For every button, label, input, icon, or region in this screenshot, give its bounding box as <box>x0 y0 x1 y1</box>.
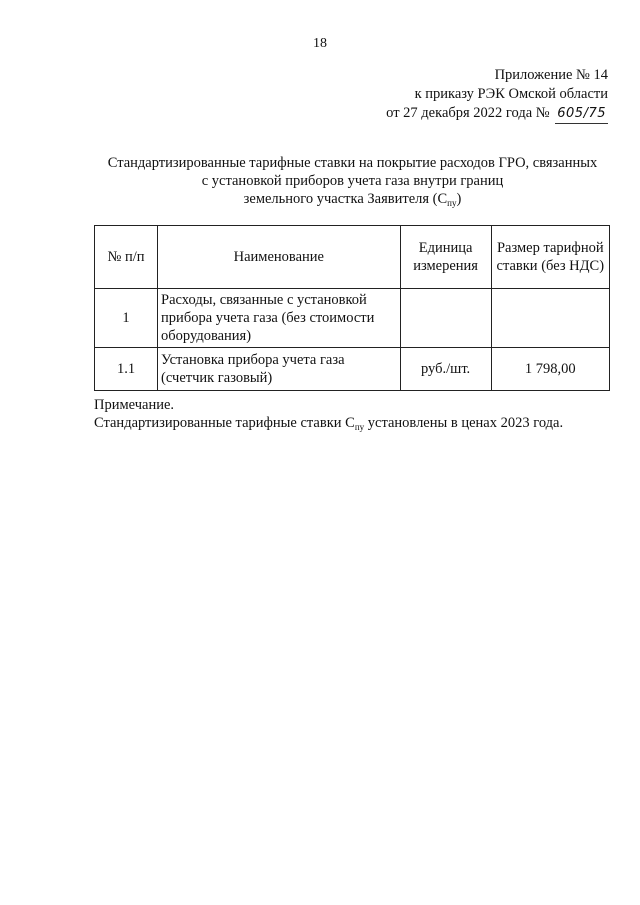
header-num: № п/п <box>95 226 158 289</box>
row-num: 1.1 <box>95 348 158 391</box>
appendix-title: Приложение № 14 <box>494 67 608 83</box>
row-unit: руб./шт. <box>400 348 491 391</box>
header-unit: Единица измерения <box>400 226 491 289</box>
note-label: Примечание. <box>94 397 175 413</box>
title-line-3 <box>90 190 615 212</box>
row-name: Установка прибора учета газа (счетчик газовый) <box>158 348 401 391</box>
row-rate: 1 798,00 <box>491 348 609 391</box>
row-num: 1 <box>95 289 158 348</box>
title-line-3-text: земельного участка Заявителя (С <box>243 191 448 207</box>
note-text-suffix: установлены в ценах 2023 года. <box>364 415 564 431</box>
title-line-1: Стандартизированные тарифные ставки на покрытие расходов ГРО, связанных <box>107 155 598 171</box>
note-text <box>94 414 563 436</box>
document-title <box>90 154 615 212</box>
note-text-prefix: Стандартизированные тарифные ставки С <box>94 415 355 431</box>
table-row <box>95 348 610 391</box>
header-name: Наименование <box>158 226 401 289</box>
note-subscript: пу <box>354 422 365 432</box>
title-line-3-close: ) <box>456 191 462 207</box>
table-row <box>95 289 610 348</box>
appendix-order-date <box>386 104 608 124</box>
row-rate <box>491 289 609 348</box>
handwritten-order-number: 605/75 <box>555 104 608 124</box>
header-rate: Размер тарифной ставки (без НДС) <box>491 226 609 289</box>
appendix-order-reference: к приказу РЭК Омской области <box>414 86 608 102</box>
tariff-table <box>94 225 610 391</box>
page-number: 18 <box>313 36 327 51</box>
row-unit <box>400 289 491 348</box>
appendix-order-date-text: от 27 декабря 2022 года № <box>386 105 550 121</box>
title-line-2: с установкой приборов учета газа внутри границ <box>201 173 504 189</box>
appendix-header <box>386 66 608 124</box>
table-header-row <box>95 226 610 289</box>
title-subscript: пу <box>447 198 457 208</box>
note-block <box>94 396 563 436</box>
row-name: Расходы, связанные с установкой прибора учета газа (без стоимости оборудования) <box>158 289 401 348</box>
